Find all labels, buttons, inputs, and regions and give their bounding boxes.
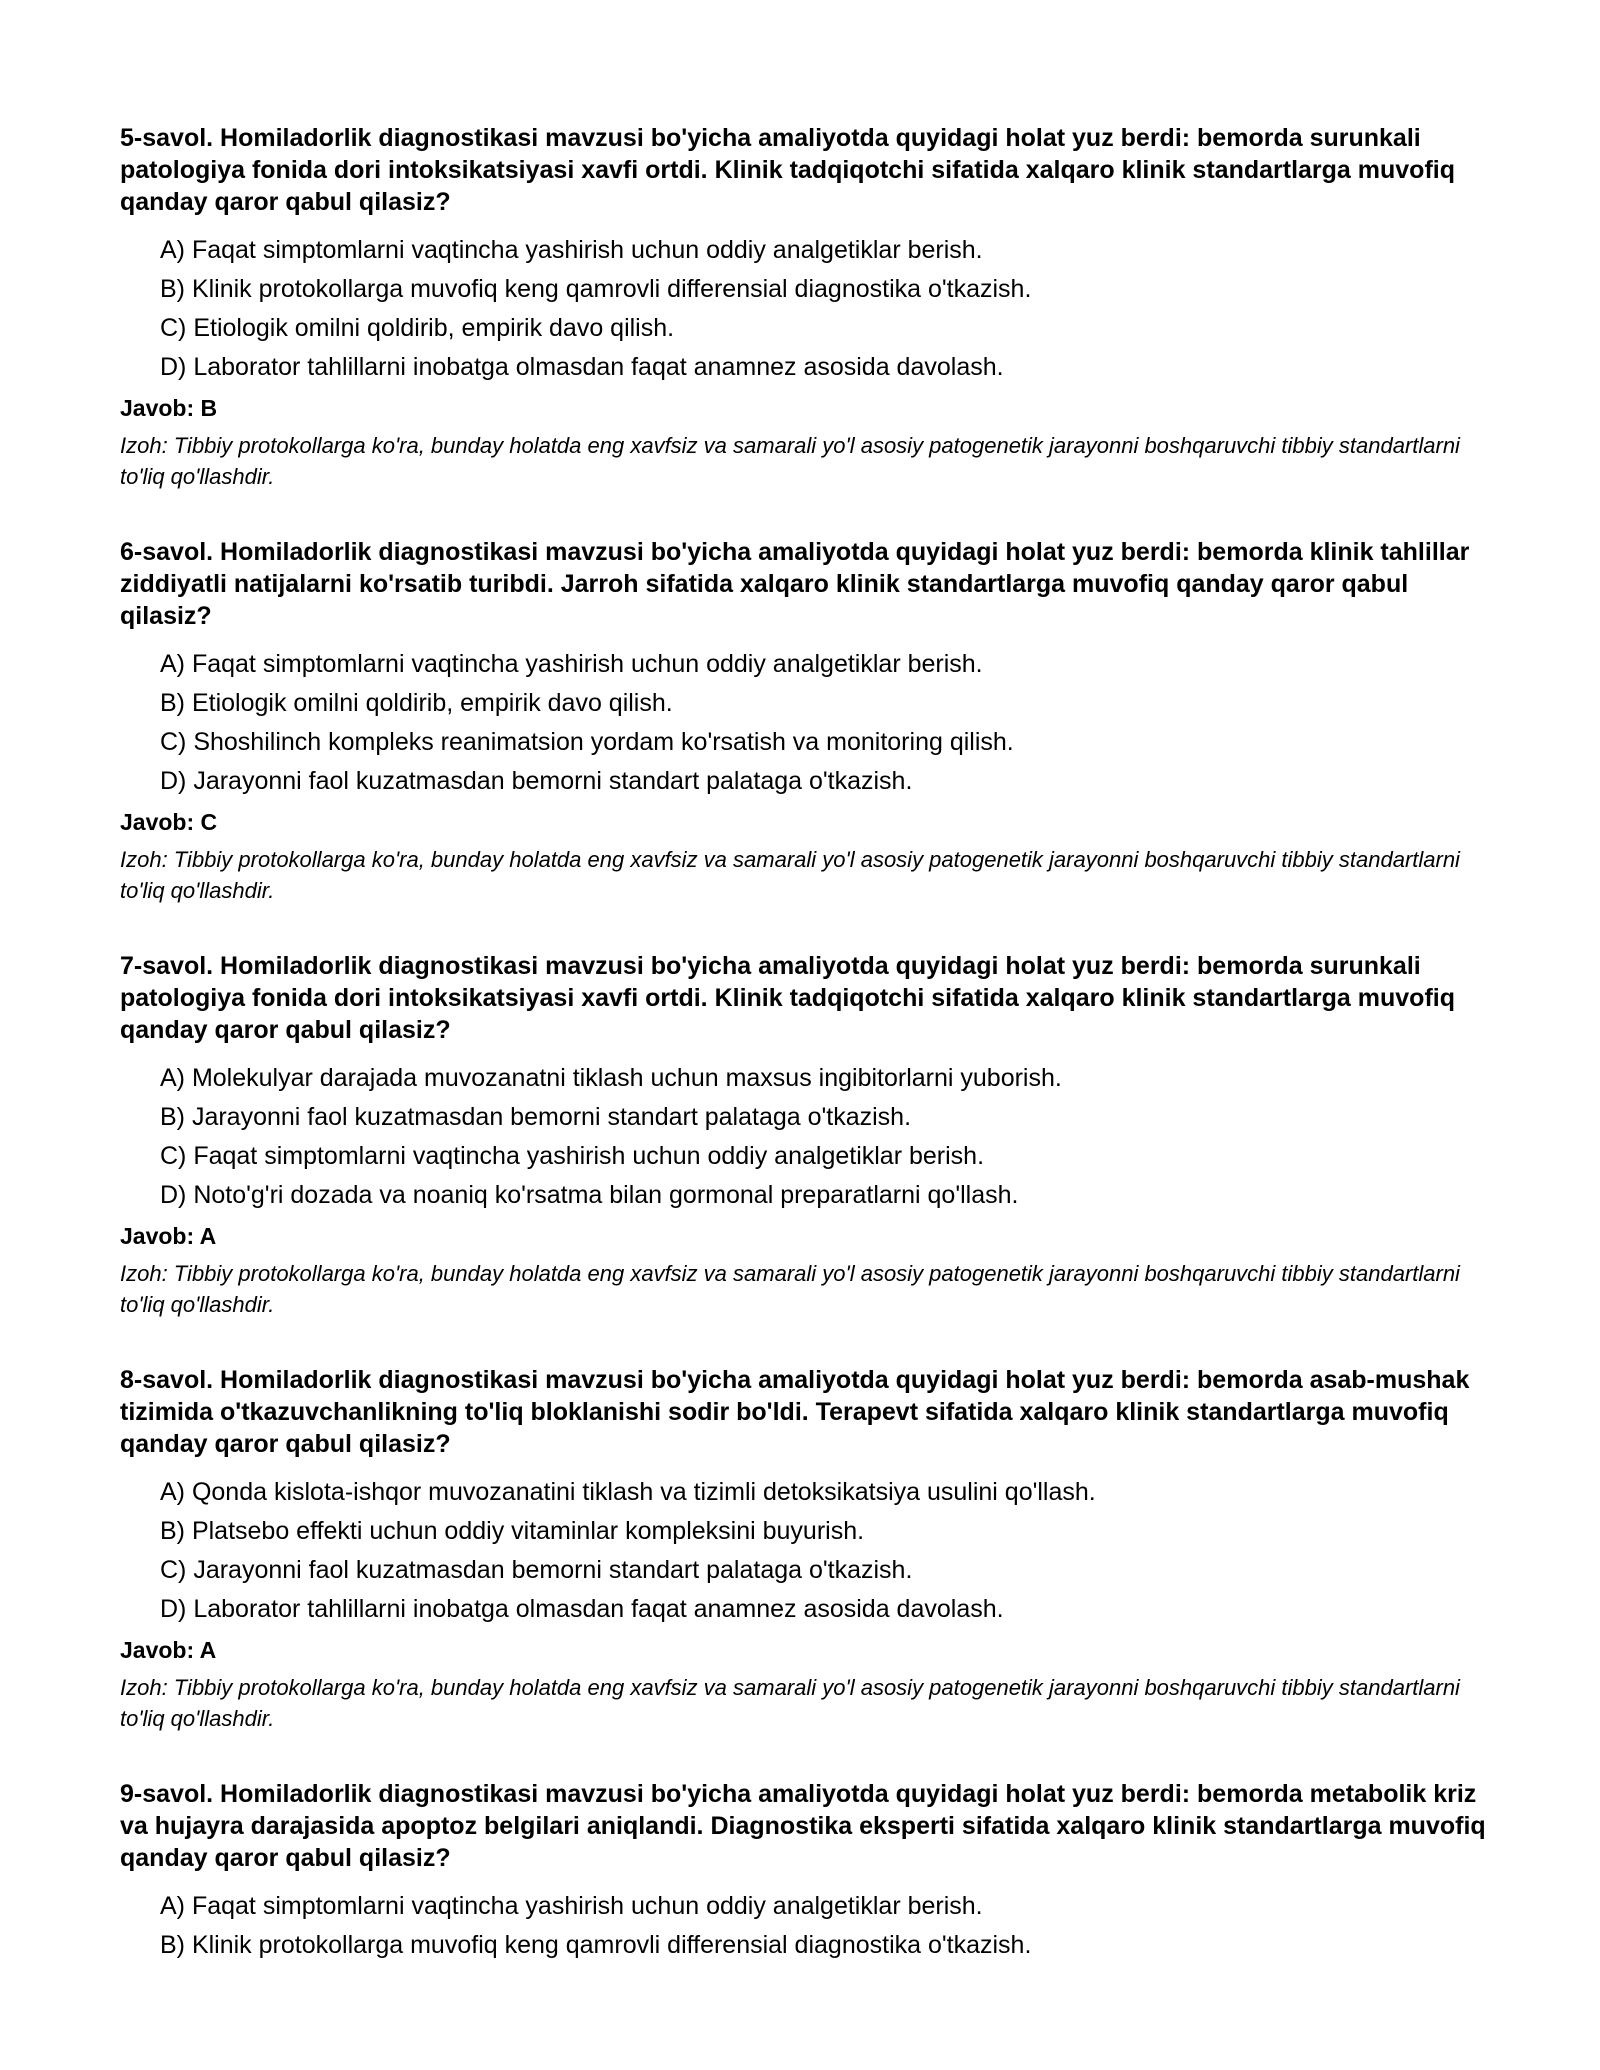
option-d: D) Noto'g'ri dozada va noaniq ko'rsatma bilan gormonal preparatlarni qo'llash. [160,1181,1019,1209]
option-c: C) Jarayonni faol kuzatmasdan bemorni standart palataga o'tkazish. [160,1556,913,1584]
option-c: C) Shoshilinch kompleks reanimatsion yordam ko'rsatish va monitoring qilish. [160,728,1014,756]
answer-label: Javob: A [120,1637,217,1663]
option-d: D) Jarayonni faol kuzatmasdan bemorni standart palataga o'tkazish. [160,767,913,795]
option-b: B) Jarayonni faol kuzatmasdan bemorni standart palataga o'tkazish. [160,1103,912,1131]
question-7 [120,950,1500,1320]
option-c: C) Etiologik omilni qoldirib, empirik davo qilish. [160,314,675,342]
question-title: 6-savol. Homiladorlik diagnostikasi mavzusi bo'yicha amaliyotda quyidagi holat yuz berdi: bemorda klinik tahlillar ziddiyatli natijalarni ko'rsatib turibdi. Jarroh sifatida xalqaro klinik standartlarga muvofiq qanday qaror qabul qilasiz? [120,538,1470,630]
option-d: D) Laborator tahlillarni inobatga olmasdan faqat anamnez asosida davolash. [160,353,1004,381]
question-5 [120,122,1500,492]
explanation-note: Izoh: Tibbiy protokollarga ko'ra, bunday holatda eng xavfsiz va samarali yo'l asosiy patogenetik jarayonni boshqaruvchi tibbiy standartlarni to'liq qo'llashdir. [120,1675,1460,1731]
option-a: A) Faqat simptomlarni vaqtincha yashirish uchun oddiy analgetiklar berish. [160,1892,983,1920]
question-title: 8-savol. Homiladorlik diagnostikasi mavzusi bo'yicha amaliyotda quyidagi holat yuz berdi: bemorda asab-mushak tizimida o'tkazuvchanlikning to'liq bloklanishi sodir bo'ldi. Terapevt sifatida xalqaro klinik standartlarga muvofiq qanday qaror qabul qilasiz? [120,1366,1470,1458]
option-b: B) Platsebo effekti uchun oddiy vitaminlar kompleksini buyurish. [160,1517,865,1545]
option-b: B) Etiologik omilni qoldirib, empirik davo qilish. [160,689,673,717]
question-title: 9-savol. Homiladorlik diagnostikasi mavzusi bo'yicha amaliyotda quyidagi holat yuz berdi: bemorda metabolik kriz va hujayra darajasida apoptoz belgilari aniqlandi. Diagnostika eksperti sifatida xalqaro klinik standartlarga muvofiq qanday qaror qabul qilasiz? [120,1780,1486,1872]
answer-label: Javob: A [120,1223,217,1249]
explanation-note: Izoh: Tibbiy protokollarga ko'ra, bunday holatda eng xavfsiz va samarali yo'l asosiy patogenetik jarayonni boshqaruvchi tibbiy standartlarni to'liq qo'llashdir. [120,433,1460,489]
question-6 [120,536,1500,906]
question-9 [120,1778,1500,1965]
option-d: D) Laborator tahlillarni inobatga olmasdan faqat anamnez asosida davolash. [160,1595,1004,1623]
option-b: B) Klinik protokollarga muvofiq keng qamrovli differensial diagnostika o'tkazish. [160,1931,1032,1959]
option-c: C) Faqat simptomlarni vaqtincha yashirish uchun oddiy analgetiklar berish. [160,1142,985,1170]
option-b: B) Klinik protokollarga muvofiq keng qamrovli differensial diagnostika o'tkazish. [160,275,1032,303]
answer-label: Javob: B [120,395,218,421]
answer-label: Javob: C [120,809,218,835]
question-8 [120,1364,1500,1734]
question-title: 7-savol. Homiladorlik diagnostikasi mavzusi bo'yicha amaliyotda quyidagi holat yuz berdi: bemorda surunkali patologiya fonida dori intoksikatsiyasi xavfi ortdi. Klinik tadqiqotchi sifatida xalqaro klinik standartlarga muvofiq qanday qaror qabul qilasiz? [120,952,1455,1044]
option-a: A) Faqat simptomlarni vaqtincha yashirish uchun oddiy analgetiklar berish. [160,650,983,678]
option-a: A) Qonda kislota-ishqor muvozanatini tiklash va tizimli detoksikatsiya usulini qo'llash. [160,1478,1096,1506]
document-page [120,122,1500,2009]
explanation-note: Izoh: Tibbiy protokollarga ko'ra, bunday holatda eng xavfsiz va samarali yo'l asosiy patogenetik jarayonni boshqaruvchi tibbiy standartlarni to'liq qo'llashdir. [120,1261,1460,1317]
explanation-note: Izoh: Tibbiy protokollarga ko'ra, bunday holatda eng xavfsiz va samarali yo'l asosiy patogenetik jarayonni boshqaruvchi tibbiy standartlarni to'liq qo'llashdir. [120,847,1460,903]
question-title: 5-savol. Homiladorlik diagnostikasi mavzusi bo'yicha amaliyotda quyidagi holat yuz berdi: bemorda surunkali patologiya fonida dori intoksikatsiyasi xavfi ortdi. Klinik tadqiqotchi sifatida xalqaro klinik standartlarga muvofiq qanday qaror qabul qilasiz? [120,124,1455,216]
option-a: A) Faqat simptomlarni vaqtincha yashirish uchun oddiy analgetiklar berish. [160,236,983,264]
option-a: A) Molekulyar darajada muvozanatni tiklash uchun maxsus ingibitorlarni yuborish. [160,1064,1062,1092]
